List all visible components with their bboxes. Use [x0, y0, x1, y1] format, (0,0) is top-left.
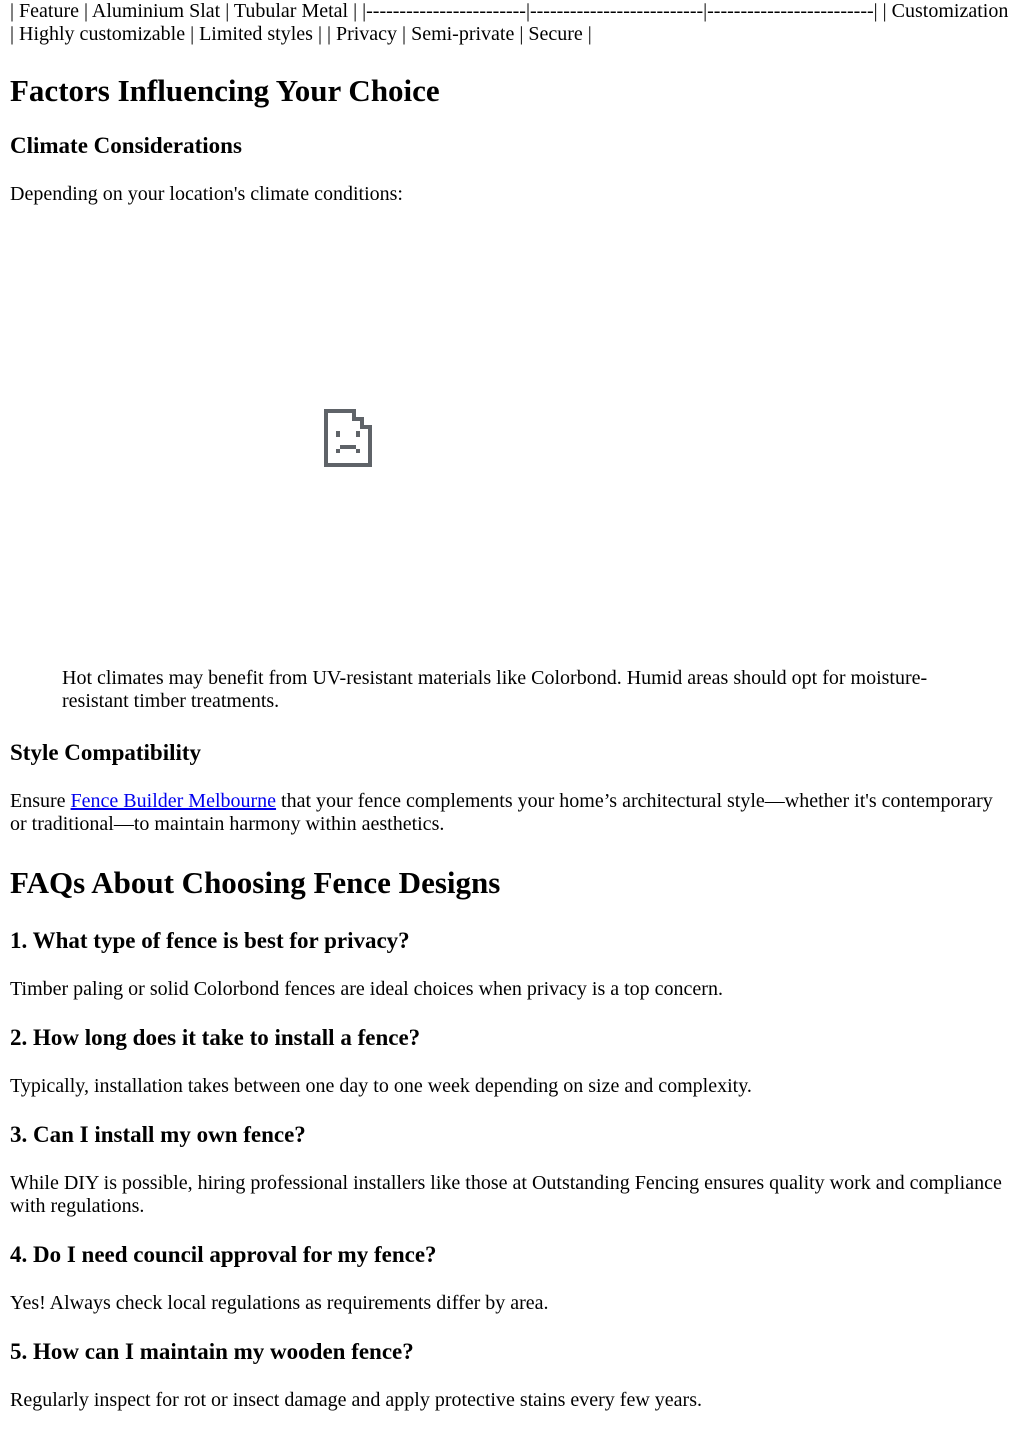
- faq-question-3: 3. Can I install my own fence?: [10, 1122, 306, 1147]
- climate-intro: Depending on your location's climate conditions:: [10, 183, 403, 205]
- style-heading: Style Compatibility: [10, 740, 202, 765]
- style-text-after-link: that your fence complements your home’s architectural style—whether it's contemporary or traditional—to maintain harmony within aesthetics.: [10, 790, 993, 835]
- markdown-table-text: [10, 0, 1010, 46]
- faq-question-5: 5. How can I maintain my wooden fence?: [10, 1339, 414, 1364]
- faq-answer-4: Yes! Always check local regulations as requirements differ by area.: [10, 1292, 549, 1314]
- table-text-line-1: | Feature | Aluminium Slat | Tubular Metal | |------------------------|--------------------------|-------------------------| |: [10, 0, 887, 22]
- factors-heading: Factors Influencing Your Choice: [10, 73, 440, 108]
- fence-builder-link[interactable]: Fence Builder Melbourne: [70, 790, 277, 812]
- faq-question-2: 2. How long does it take to install a fence?: [10, 1025, 421, 1050]
- faq-answer-1: Timber paling or solid Colorbond fences are ideal choices when privacy is a top concern.: [10, 978, 723, 1000]
- faq-answer-2: Typically, installation takes between one day to one week depending on size and complexity.: [10, 1075, 752, 1097]
- broken-image: [10, 214, 1010, 654]
- style-paragraph: [10, 790, 1014, 836]
- faq-answer-3: While DIY is possible, hiring professional installers like those at Outstanding Fencing ensures quality work and compliance with regulations.: [10, 1172, 1002, 1217]
- faqs-heading: FAQs About Choosing Fence Designs: [10, 865, 501, 900]
- broken-image-icon: [324, 409, 372, 467]
- table-text-line-2: Customization | Highly customizable | Limited styles | | Privacy | Semi-private | Secure |: [10, 0, 1009, 45]
- faq-answer-5: Regularly inspect for rot or insect damage and apply protective stains every few years.: [10, 1389, 702, 1411]
- climate-heading: Climate Considerations: [10, 133, 242, 158]
- climate-details: Hot climates may benefit from UV-resistant materials like Colorbond. Humid areas should opt for moisture-resistant timber treatments.: [62, 667, 928, 712]
- style-text-before-link: Ensure: [10, 790, 71, 812]
- faq-question-1: 1. What type of fence is best for privacy?: [10, 928, 410, 953]
- faq-question-4: 4. Do I need council approval for my fence?: [10, 1242, 437, 1267]
